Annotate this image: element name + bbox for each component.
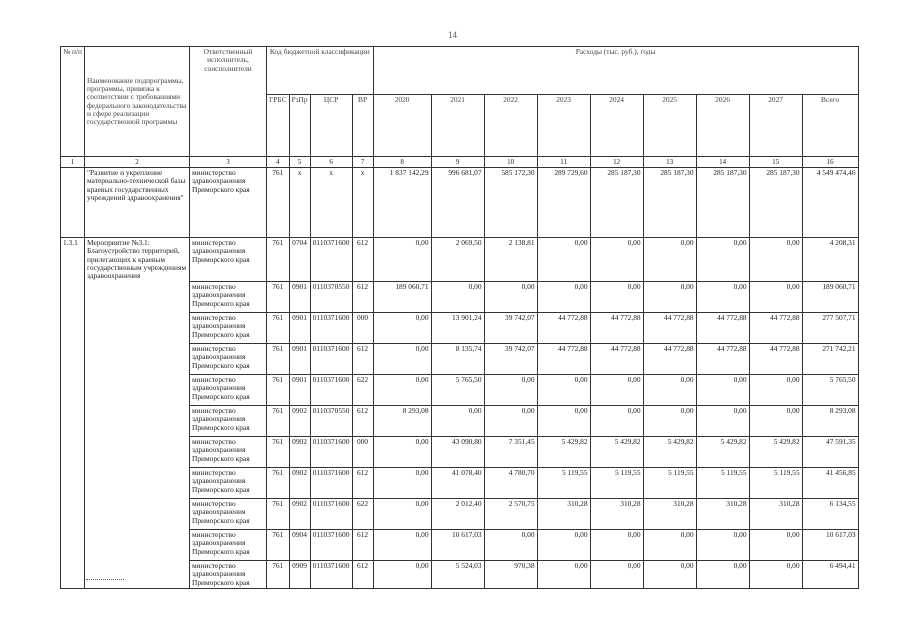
row-value-cell: 0,00 — [373, 498, 431, 529]
row-value-cell: 0,00 — [749, 529, 802, 560]
section-value-cell: 285 187,30 — [643, 168, 696, 238]
row-value-cell: 0,00 — [749, 238, 802, 282]
event-name-cell — [85, 467, 190, 498]
row-csr: 0110371600 — [310, 374, 352, 405]
column-index-row — [61, 157, 859, 168]
row-value-cell: 310,28 — [537, 498, 590, 529]
column-index-cell: 14 — [696, 157, 749, 168]
row-rzpr: 0902 — [289, 467, 310, 498]
row-value-cell: 5 429,82 — [696, 436, 749, 467]
event-no-cell — [61, 312, 85, 343]
column-index-cell: 10 — [484, 157, 537, 168]
event-no-cell — [61, 529, 85, 560]
row-value-cell: 4 208,31 — [802, 238, 858, 282]
row-value-cell: 5 765,50 — [431, 374, 484, 405]
row-vr: 612 — [352, 560, 373, 588]
row-rzpr: 0909 — [289, 560, 310, 588]
section-executor: министерство здравоохранения Приморского края — [190, 168, 267, 238]
row-value-cell: 39 742,07 — [484, 343, 537, 374]
row-value-cell: 277 507,71 — [802, 312, 858, 343]
table-row — [61, 405, 859, 436]
header-csr: ЦСР — [310, 95, 352, 157]
section-csr: х — [310, 168, 352, 238]
row-value-cell: 0,00 — [590, 374, 643, 405]
table-row — [61, 529, 859, 560]
row-value-cell: 5 119,55 — [537, 467, 590, 498]
row-csr: 0110371600 — [310, 312, 352, 343]
row-value-cell: 39 742,07 — [484, 312, 537, 343]
row-value-cell: 0,00 — [373, 312, 431, 343]
row-value-cell: 5 429,82 — [537, 436, 590, 467]
row-vr: 612 — [352, 467, 373, 498]
row-executor: министерство здравоохранения Приморского края — [190, 560, 267, 588]
row-grbs: 761 — [267, 498, 290, 529]
row-executor: министерство здравоохранения Приморского края — [190, 374, 267, 405]
section-vr: х — [352, 168, 373, 238]
row-value-cell: 310,28 — [590, 498, 643, 529]
row-value-cell: 0,00 — [590, 405, 643, 436]
row-value-cell: 44 772,88 — [696, 343, 749, 374]
row-value-cell: 5 429,82 — [590, 436, 643, 467]
row-grbs: 761 — [267, 529, 290, 560]
row-value-cell: 5 119,55 — [590, 467, 643, 498]
column-index-cell: 4 — [267, 157, 290, 168]
section-row — [61, 168, 859, 238]
header-grbs: ГРБС — [267, 95, 290, 157]
table-row — [61, 374, 859, 405]
row-value-cell: 44 772,88 — [537, 312, 590, 343]
header-vr: ВР — [352, 95, 373, 157]
row-value-cell: 0,00 — [696, 374, 749, 405]
event-no-cell — [61, 281, 85, 312]
row-rzpr: 0901 — [289, 312, 310, 343]
row-value-cell: 0,00 — [537, 405, 590, 436]
row-value-cell: 43 090,80 — [431, 436, 484, 467]
row-csr: 0110371600 — [310, 343, 352, 374]
page-number: 14 — [448, 30, 457, 40]
section-value-cell: 289 729,60 — [537, 168, 590, 238]
table-row — [61, 238, 859, 282]
table-row — [61, 498, 859, 529]
section-value-cell: 285 187,30 — [749, 168, 802, 238]
row-vr: 622 — [352, 498, 373, 529]
row-value-cell: 5 119,55 — [643, 467, 696, 498]
event-name-cell — [85, 560, 190, 588]
row-value-cell: 310,28 — [749, 498, 802, 529]
header-year-2027: 2027 — [749, 95, 802, 157]
column-index-cell: 12 — [590, 157, 643, 168]
row-value-cell: 0,00 — [749, 560, 802, 588]
column-index-cell: 5 — [289, 157, 310, 168]
row-value-cell: 271 742,21 — [802, 343, 858, 374]
row-value-cell: 0,00 — [643, 529, 696, 560]
row-value-cell: 0,00 — [373, 436, 431, 467]
row-value-cell: 5 524,03 — [431, 560, 484, 588]
event-name-cell — [85, 312, 190, 343]
section-value-cell: 4 549 474,46 — [802, 168, 858, 238]
column-index-cell: 7 — [352, 157, 373, 168]
event-no-cell — [61, 436, 85, 467]
column-index-cell: 9 — [431, 157, 484, 168]
row-value-cell: 8 135,74 — [431, 343, 484, 374]
row-value-cell: 0,00 — [696, 238, 749, 282]
row-csr: 0110370550 — [310, 281, 352, 312]
row-value-cell: 44 772,88 — [537, 343, 590, 374]
header-year-2020: 2020 — [373, 95, 431, 157]
row-csr: 0110371600 — [310, 529, 352, 560]
event-name-cell — [85, 405, 190, 436]
table-row — [61, 467, 859, 498]
header-executor: Ответственный исполнитель, соисполнители — [190, 47, 267, 157]
row-grbs: 761 — [267, 405, 290, 436]
row-vr: 612 — [352, 238, 373, 282]
header-total: Всего — [802, 95, 858, 157]
row-value-cell: 2 012,40 — [431, 498, 484, 529]
row-executor: министерство здравоохранения Приморского края — [190, 312, 267, 343]
event-name-cell — [85, 374, 190, 405]
column-index-cell: 3 — [190, 157, 267, 168]
row-grbs: 761 — [267, 374, 290, 405]
row-value-cell: 6 494,41 — [802, 560, 858, 588]
row-value-cell: 0,00 — [749, 374, 802, 405]
row-value-cell: 2 069,50 — [431, 238, 484, 282]
table-row — [61, 312, 859, 343]
section-rzpr: х — [289, 168, 310, 238]
row-value-cell: 8 293,08 — [373, 405, 431, 436]
row-value-cell: 0,00 — [484, 374, 537, 405]
column-index-cell: 2 — [85, 157, 190, 168]
row-value-cell: 0,00 — [696, 405, 749, 436]
event-name-cell — [85, 343, 190, 374]
section-value-cell: 285 187,30 — [590, 168, 643, 238]
row-value-cell: 10 617,03 — [802, 529, 858, 560]
table-row — [61, 436, 859, 467]
row-value-cell: 6 134,55 — [802, 498, 858, 529]
row-value-cell: 4 780,70 — [484, 467, 537, 498]
row-vr: 000 — [352, 312, 373, 343]
column-index-cell: 6 — [310, 157, 352, 168]
row-vr: 612 — [352, 405, 373, 436]
row-value-cell: 0,00 — [373, 374, 431, 405]
table-row — [61, 560, 859, 588]
section-value-cell: 1 837 142,29 — [373, 168, 431, 238]
row-value-cell: 310,28 — [643, 498, 696, 529]
row-value-cell: 0,00 — [484, 281, 537, 312]
row-value-cell: 0,00 — [373, 343, 431, 374]
row-value-cell: 0,00 — [590, 238, 643, 282]
row-csr: 0110370550 — [310, 405, 352, 436]
row-value-cell: 44 772,88 — [749, 312, 802, 343]
row-value-cell: 2 138,81 — [484, 238, 537, 282]
row-value-cell: 0,00 — [696, 560, 749, 588]
row-value-cell: 44 772,88 — [643, 343, 696, 374]
row-executor: министерство здравоохранения Приморского края — [190, 238, 267, 282]
column-index-cell: 16 — [802, 157, 858, 168]
row-value-cell: 0,00 — [537, 238, 590, 282]
section-grbs: 761 — [267, 168, 290, 238]
row-grbs: 761 — [267, 560, 290, 588]
row-value-cell: 5 429,82 — [643, 436, 696, 467]
row-value-cell: 10 617,03 — [431, 529, 484, 560]
row-value-cell: 0,00 — [590, 281, 643, 312]
header-year-2026: 2026 — [696, 95, 749, 157]
budget-table — [60, 46, 859, 589]
row-value-cell: 0,00 — [643, 238, 696, 282]
section-value-cell: 996 681,07 — [431, 168, 484, 238]
row-value-cell: 0,00 — [643, 560, 696, 588]
event-no-cell — [61, 374, 85, 405]
row-executor: министерство здравоохранения Приморского края — [190, 529, 267, 560]
header-expenses-group: Расходы (тыс. руб.), годы — [373, 47, 858, 95]
row-value-cell: 5 765,50 — [802, 374, 858, 405]
row-csr: 0110371600 — [310, 238, 352, 282]
row-value-cell: 0,00 — [696, 281, 749, 312]
header-code-group: Код бюджетной классификации — [267, 47, 374, 95]
row-value-cell: 44 772,88 — [749, 343, 802, 374]
header-year-2025: 2025 — [643, 95, 696, 157]
row-value-cell: 0,00 — [484, 529, 537, 560]
column-index-cell: 13 — [643, 157, 696, 168]
row-value-cell: 0,00 — [373, 529, 431, 560]
event-name-cell — [85, 529, 190, 560]
row-csr: 0110371600 — [310, 467, 352, 498]
table-row — [61, 343, 859, 374]
row-vr: 000 — [352, 436, 373, 467]
row-rzpr: 0704 — [289, 238, 310, 282]
row-value-cell: 0,00 — [484, 405, 537, 436]
row-value-cell: 44 772,88 — [643, 312, 696, 343]
column-index-cell: 8 — [373, 157, 431, 168]
row-value-cell: 0,00 — [537, 560, 590, 588]
row-value-cell: 310,28 — [696, 498, 749, 529]
row-value-cell: 44 772,88 — [696, 312, 749, 343]
header-year-2023: 2023 — [537, 95, 590, 157]
header-no: № п/п — [61, 47, 85, 157]
row-rzpr: 0904 — [289, 529, 310, 560]
row-value-cell: 0,00 — [643, 281, 696, 312]
row-executor: министерство здравоохранения Приморского края — [190, 343, 267, 374]
row-vr: 622 — [352, 374, 373, 405]
row-rzpr: 0901 — [289, 281, 310, 312]
row-value-cell: 5 119,55 — [696, 467, 749, 498]
event-no-cell — [61, 405, 85, 436]
column-index-cell: 15 — [749, 157, 802, 168]
row-value-cell: 5 119,55 — [749, 467, 802, 498]
row-value-cell: 41 078,40 — [431, 467, 484, 498]
row-value-cell: 2 570,75 — [484, 498, 537, 529]
row-value-cell: 8 293,08 — [802, 405, 858, 436]
header-year-2024: 2024 — [590, 95, 643, 157]
event-no-cell — [61, 343, 85, 374]
row-vr: 612 — [352, 343, 373, 374]
section-no-cell — [61, 168, 85, 238]
row-value-cell: 0,00 — [696, 529, 749, 560]
row-value-cell: 0,00 — [749, 281, 802, 312]
row-value-cell: 7 351,45 — [484, 436, 537, 467]
table-continuation-line — [86, 579, 124, 580]
row-value-cell: 5 429,82 — [749, 436, 802, 467]
row-value-cell: 13 901,24 — [431, 312, 484, 343]
event-no-cell: 1.3.1 — [61, 238, 85, 282]
row-executor: министерство здравоохранения Приморского края — [190, 405, 267, 436]
row-value-cell: 0,00 — [373, 560, 431, 588]
row-value-cell: 0,00 — [373, 238, 431, 282]
row-value-cell: 189 060,71 — [802, 281, 858, 312]
row-value-cell: 0,00 — [373, 467, 431, 498]
section-value-cell: 585 172,30 — [484, 168, 537, 238]
row-value-cell: 970,38 — [484, 560, 537, 588]
row-value-cell: 0,00 — [749, 405, 802, 436]
row-grbs: 761 — [267, 281, 290, 312]
section-name: "Развитие и укрепление материально-технической базы краевых государственных учреждений здравоохранения" — [85, 168, 190, 238]
row-vr: 612 — [352, 529, 373, 560]
header-name: Наименование подпрограммы, программы, привязка к соответствии с требованиями федерального законодательства и сфере реализации государственной программы — [85, 47, 190, 157]
row-csr: 0110371600 — [310, 560, 352, 588]
row-csr: 0110371600 — [310, 436, 352, 467]
header-year-2022: 2022 — [484, 95, 537, 157]
event-no-cell — [61, 467, 85, 498]
row-rzpr: 0901 — [289, 374, 310, 405]
column-index-cell: 1 — [61, 157, 85, 168]
row-rzpr: 0902 — [289, 436, 310, 467]
row-vr: 612 — [352, 281, 373, 312]
row-executor: министерство здравоохранения Приморского края — [190, 436, 267, 467]
row-grbs: 761 — [267, 312, 290, 343]
row-grbs: 761 — [267, 467, 290, 498]
row-executor: министерство здравоохранения Приморского края — [190, 467, 267, 498]
table-row — [61, 281, 859, 312]
event-name-cell — [85, 436, 190, 467]
row-value-cell: 0,00 — [643, 374, 696, 405]
row-value-cell: 44 772,88 — [590, 343, 643, 374]
event-name-cell: Мероприятие №3.1: Благоустройство территорий, прилегающих к краевым государственным учреждениям здравоохранения — [85, 238, 190, 282]
row-value-cell: 0,00 — [431, 405, 484, 436]
row-value-cell: 0,00 — [590, 560, 643, 588]
header-rzpr: РзПр — [289, 95, 310, 157]
row-value-cell: 41 456,85 — [802, 467, 858, 498]
row-grbs: 761 — [267, 238, 290, 282]
row-rzpr: 0901 — [289, 343, 310, 374]
row-value-cell: 0,00 — [431, 281, 484, 312]
row-value-cell: 189 060,71 — [373, 281, 431, 312]
row-rzpr: 0902 — [289, 498, 310, 529]
row-value-cell: 0,00 — [537, 281, 590, 312]
row-value-cell: 0,00 — [643, 405, 696, 436]
event-name-cell — [85, 281, 190, 312]
event-no-cell — [61, 498, 85, 529]
row-rzpr: 0902 — [289, 405, 310, 436]
row-grbs: 761 — [267, 343, 290, 374]
section-value-cell: 285 187,30 — [696, 168, 749, 238]
row-value-cell: 44 772,88 — [590, 312, 643, 343]
row-value-cell: 0,00 — [537, 529, 590, 560]
row-value-cell: 0,00 — [537, 374, 590, 405]
event-name-cell — [85, 498, 190, 529]
row-value-cell: 0,00 — [590, 529, 643, 560]
row-value-cell: 47 591,35 — [802, 436, 858, 467]
row-csr: 0110371600 — [310, 498, 352, 529]
row-grbs: 761 — [267, 436, 290, 467]
row-executor: министерство здравоохранения Приморского края — [190, 281, 267, 312]
row-executor: министерство здравоохранения Приморского края — [190, 498, 267, 529]
column-index-cell: 11 — [537, 157, 590, 168]
header-year-2021: 2021 — [431, 95, 484, 157]
event-no-cell — [61, 560, 85, 588]
